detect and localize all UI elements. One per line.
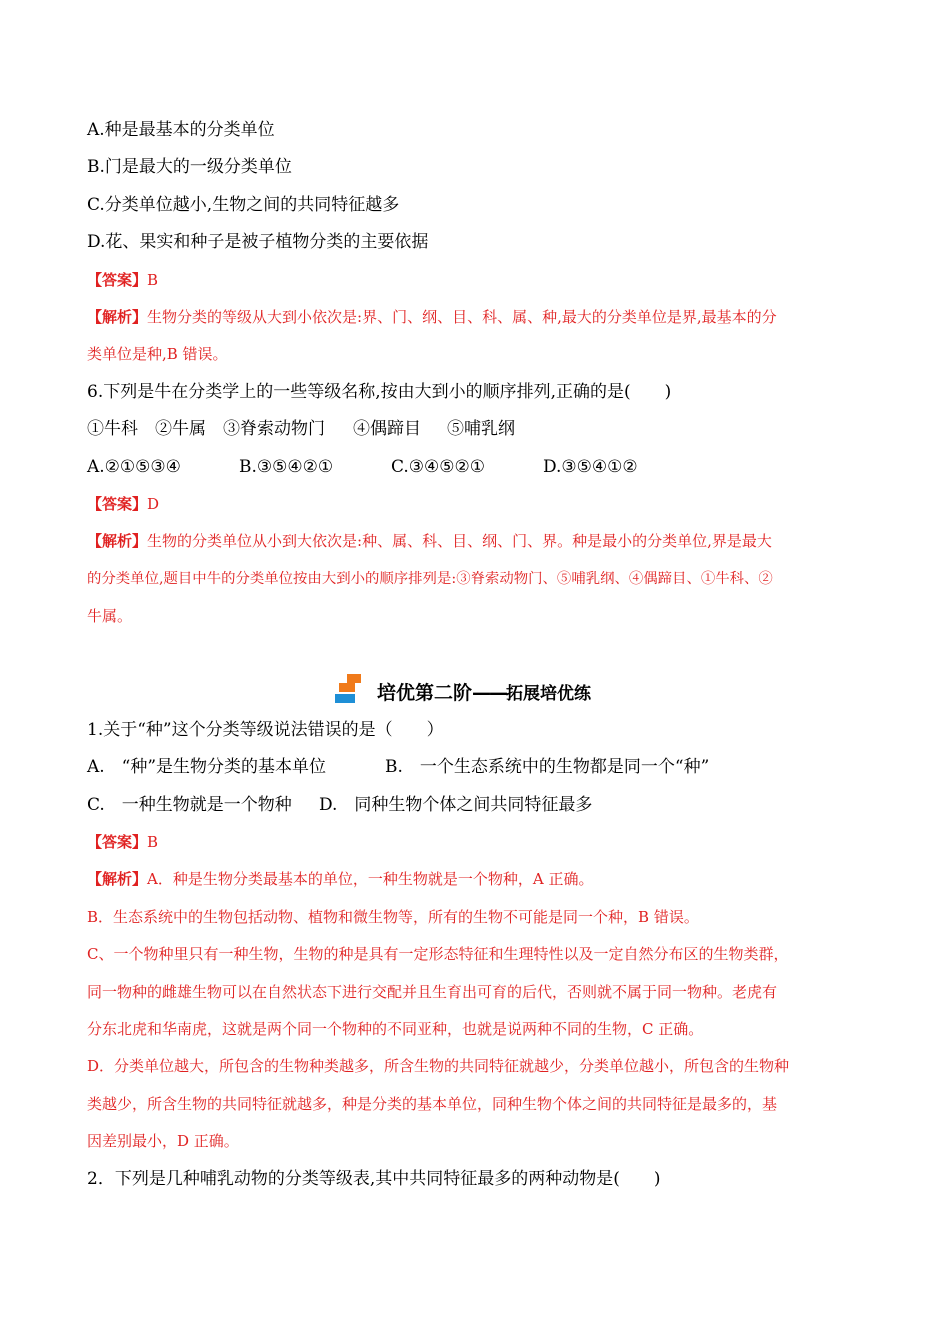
q5-option-b: B.门是最大的一级分类单位: [87, 157, 292, 178]
p1-stem: 1.关于“种”这个分类等级说法错误的是（ ）: [87, 719, 444, 740]
p1-analysis-line-1: [87, 861, 877, 898]
document-page: [87, 112, 877, 1198]
section-title: [377, 678, 591, 705]
analysis-text: 生物分类的等级从大到小依次是:界、门、纲、目、科、属、种,最大的分类单位是界,最基本的分: [147, 308, 777, 327]
q6-items: [87, 411, 877, 448]
p1-analysis-line-5: 分东北虎和华南虎，这就是两个同一个物种的不同亚种，也就是说两种不同的生物，C 正确。: [87, 1019, 704, 1038]
q6-option-a: A.②①⑤③④: [87, 456, 181, 477]
answer-tag: 【答案】: [87, 270, 148, 289]
p2-stem: 2．下列是几种哺乳动物的分类等级表,其中共同特征最多的两种动物是( ): [87, 1168, 661, 1189]
stairs-logo-icon: [335, 670, 375, 706]
q6-item-2: ②牛属: [155, 419, 206, 440]
analysis-tag: 【解析】: [87, 308, 148, 327]
analysis-tag: 【解析】: [87, 870, 148, 889]
q6-analysis-line-2: 的分类单位,题目中牛的分类单位按由大到小的顺序排列是:③脊索动物门、⑤哺乳纲、④偶蹄目、①牛科、②: [87, 570, 773, 587]
answer-value: D: [147, 495, 160, 514]
section-title-dash: ——: [472, 681, 507, 704]
section-title-sub: 拓展培优练: [506, 683, 592, 704]
p1-option-d: D. 同种生物个体之间共同特征最多: [319, 794, 593, 815]
answer-tag: 【答案】: [87, 832, 148, 851]
answer-tag: 【答案】: [87, 495, 148, 514]
q6-stem: 6.下列是牛在分类学上的一些等级名称,按由大到小的顺序排列,正确的是( ): [87, 381, 672, 402]
p1-option-c: C. 一种生物就是一个物种: [87, 794, 292, 815]
analysis-text: 生物的分类单位从小到大依次是:种、属、科、目、纲、门、界。种是最小的分类单位,界是最大: [147, 532, 772, 551]
q5-option-a: A.种是最基本的分类单位: [87, 120, 275, 140]
p1-analysis-line-8: 因差别最小，D 正确。: [87, 1132, 239, 1151]
p1-options-row-2: [87, 787, 877, 824]
q6-item-1: ①牛科: [87, 419, 138, 440]
q6-options: [87, 449, 877, 486]
analysis-tag: 【解析】: [87, 532, 148, 551]
q5-analysis-line-1: [87, 299, 877, 336]
answer-value: B: [147, 270, 159, 289]
q6-item-4: ④偶蹄目: [353, 419, 421, 440]
q5-answer: [87, 262, 877, 299]
q6-analysis-line-1: [87, 523, 877, 560]
q5-option-c: C.分类单位越小,生物之间的共同特征越多: [87, 194, 400, 215]
section-heading: [87, 656, 877, 712]
answer-value: B: [147, 832, 159, 851]
p1-option-a: A. “种”是生物分类的基本单位: [87, 757, 327, 778]
p1-analysis-line-7: 类越少，所含生物的共同特征就越多，种是分类的基本单位，同种生物个体之间的共同特征是最多的，基: [87, 1094, 778, 1113]
p1-answer: [87, 824, 877, 861]
q6-option-b: B.③⑤④②①: [239, 456, 334, 477]
q5-analysis-line-2: 类单位是种,B 错误。: [87, 345, 228, 364]
q6-item-5: ⑤哺乳纲: [447, 419, 515, 440]
p1-option-b: B. 一个生态系统中的生物都是同一个“种”: [385, 757, 710, 778]
p1-analysis-line-6: D．分类单位越大，所包含的生物种类越多，所含生物的共同特征就越少，分类单位越小，所包含的生物种: [87, 1057, 790, 1076]
p1-analysis-line-2: B．生态系统中的生物包括动物、植物和微生物等，所有的生物不可能是同一个种，B 错误。: [87, 907, 699, 926]
section-title-main: 培优第二阶: [377, 681, 473, 704]
q6-option-c: C.③④⑤②①: [391, 456, 486, 477]
analysis-text: A．种是生物分类最基本的单位，一种生物就是一个物种，A 正确。: [147, 870, 594, 889]
q6-answer: [87, 486, 877, 523]
q6-option-d: D.③⑤④①②: [543, 456, 638, 477]
p1-analysis-line-4: 同一物种的雌雄生物可以在自然状态下进行交配并且生育出可育的后代，否则就不属于同一物种。老虎有: [87, 982, 778, 1001]
p1-analysis-line-3: C、一个物种里只有一种生物，生物的种是具有一定形态特征和生理特性以及一定自然分布区的生物类群，: [87, 945, 789, 964]
p1-options-row-1: [87, 749, 877, 786]
q6-analysis-line-3: 牛属。: [87, 607, 133, 626]
q6-item-3: ③脊索动物门: [223, 419, 325, 440]
q5-option-d: D.花、果实和种子是被子植物分类的主要依据: [87, 232, 429, 253]
